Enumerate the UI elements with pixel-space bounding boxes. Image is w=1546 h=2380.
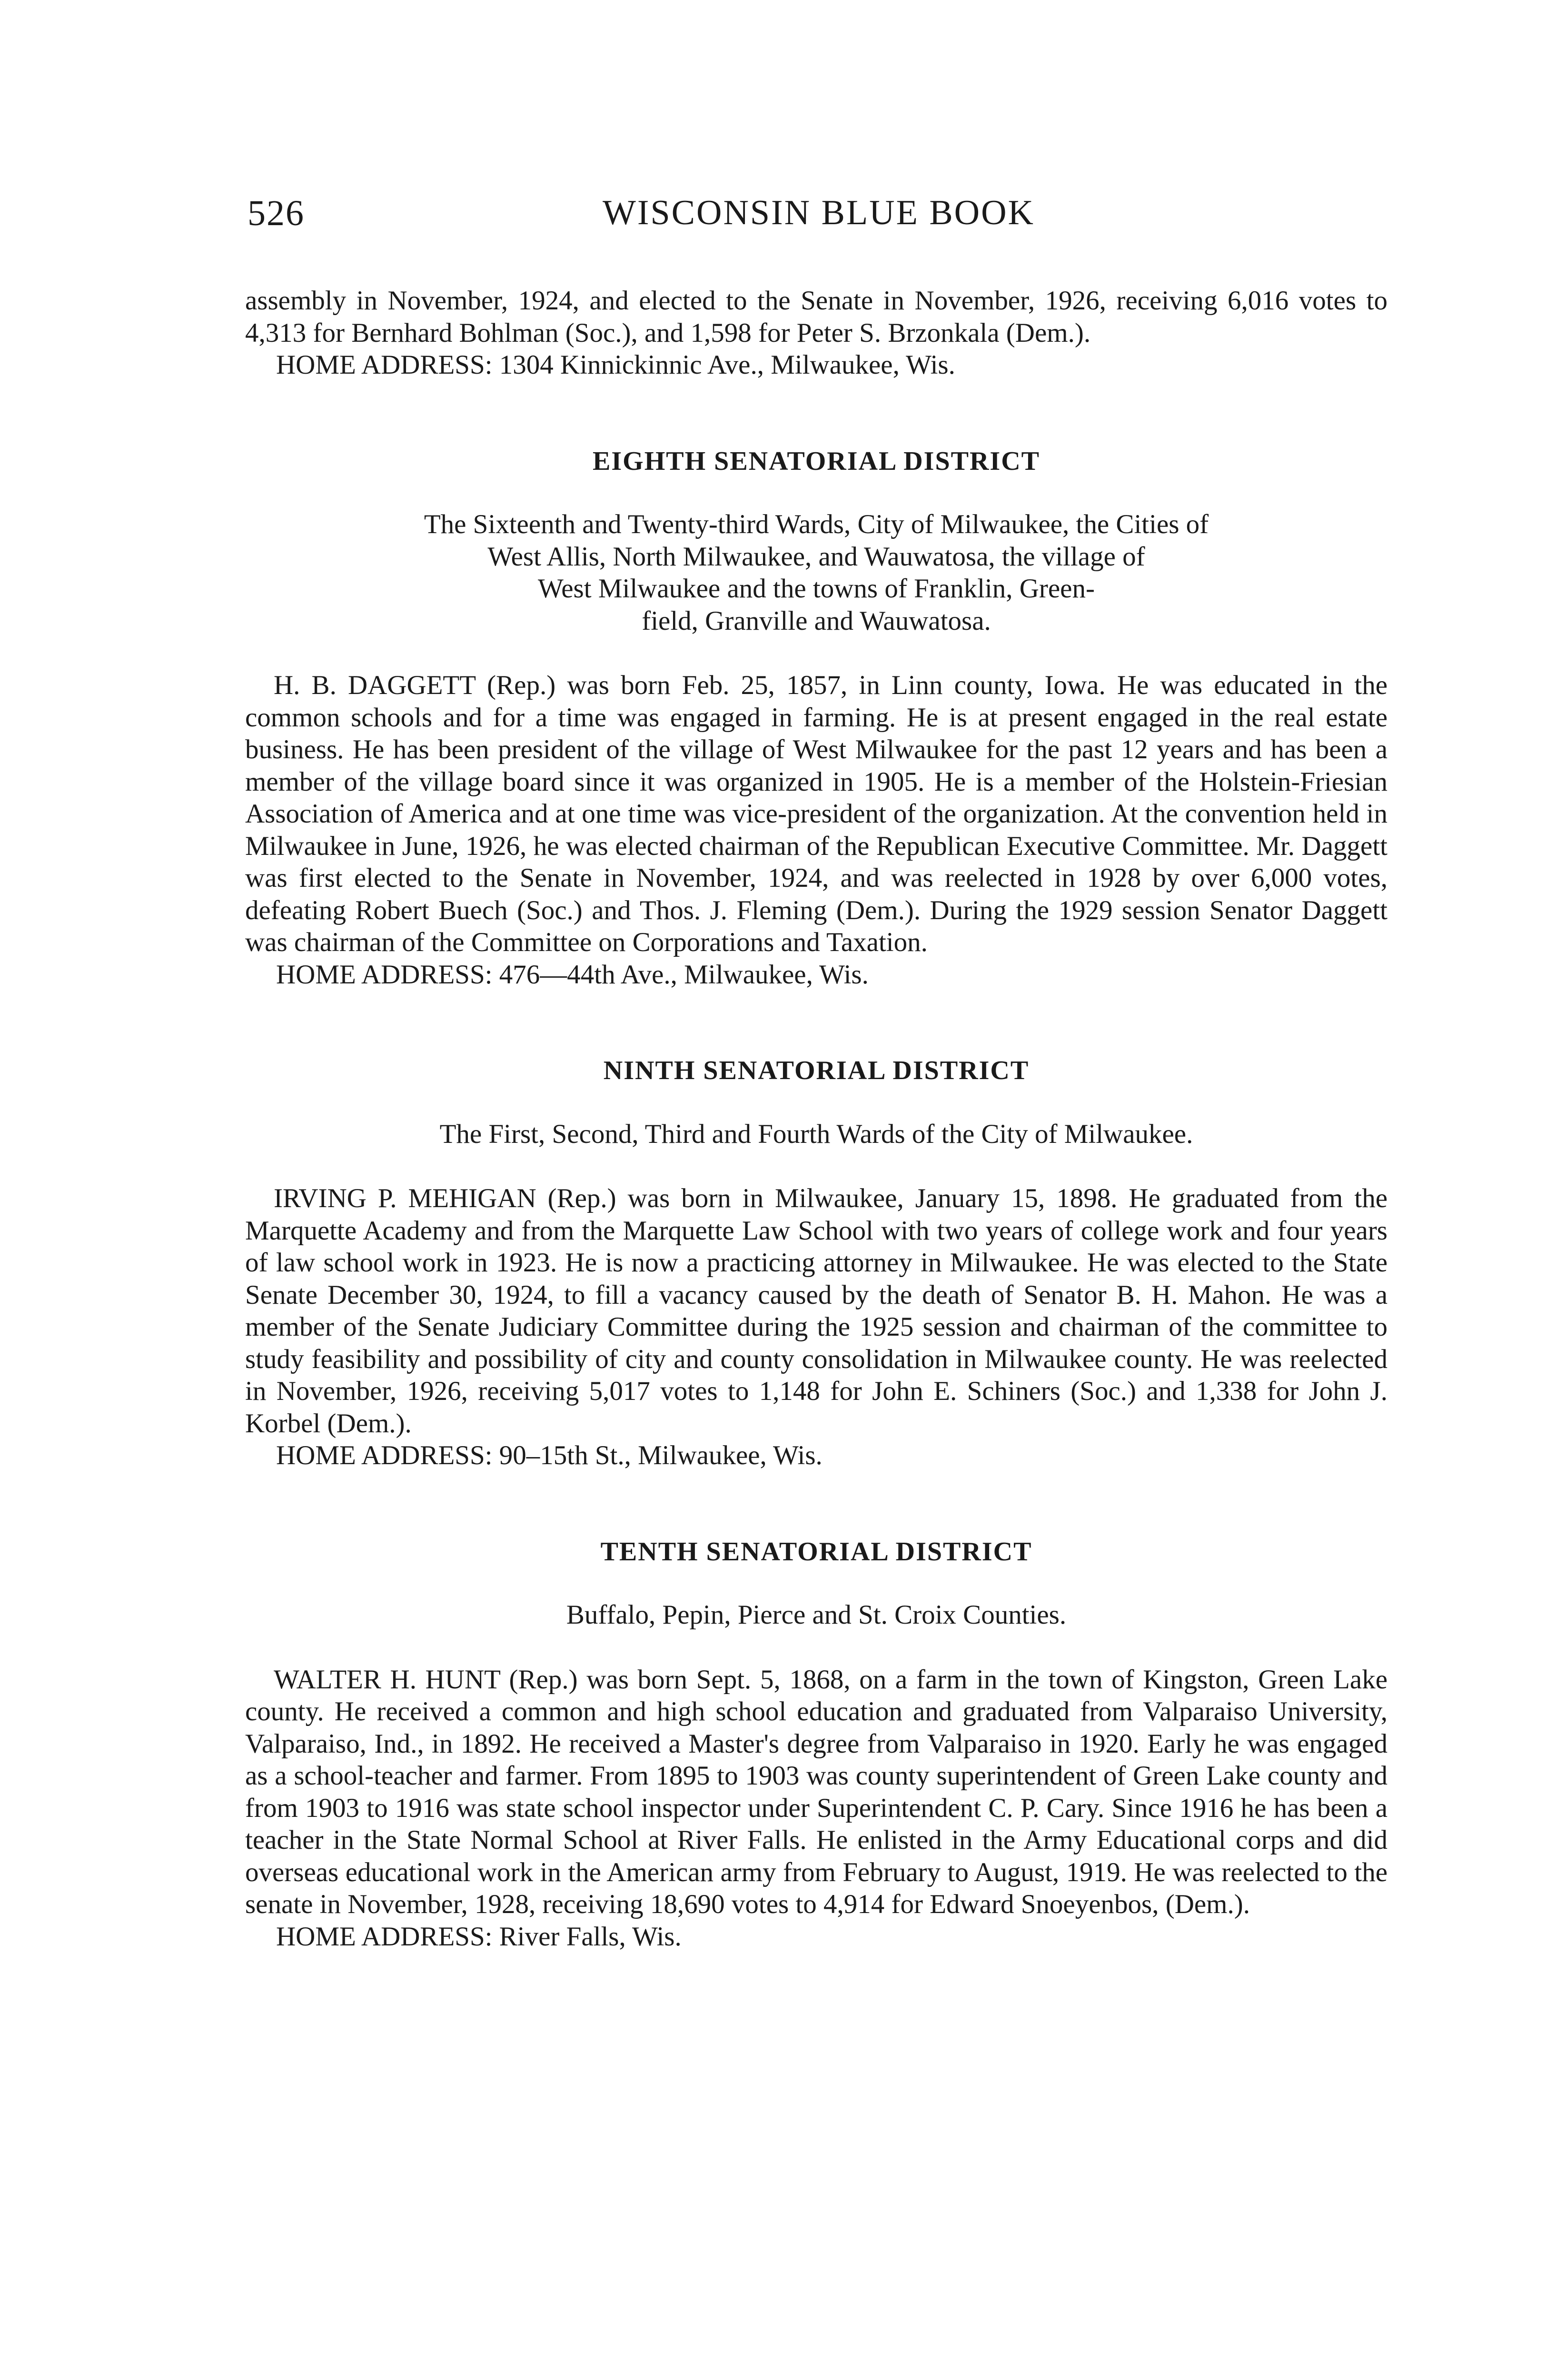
territory-line: Buffalo, Pepin, Pierce and St. Croix Counties. bbox=[566, 1600, 1067, 1630]
district-territory bbox=[245, 508, 1387, 637]
territory-line: The First, Second, Third and Fourth Wards of the City of Milwaukee. bbox=[439, 1119, 1193, 1149]
district-heading: EIGHTH SENATORIAL DISTRICT bbox=[593, 446, 1040, 476]
home-address: HOME ADDRESS: 90–15th St., Milwaukee, Wis. bbox=[276, 1440, 823, 1470]
territory-line: West Allis, North Milwaukee, and Wauwatosa, the village of bbox=[487, 541, 1145, 572]
district-heading: NINTH SENATORIAL DISTRICT bbox=[603, 1056, 1030, 1085]
continued-biography bbox=[245, 285, 1387, 381]
senator-biography: WALTER H. HUNT (Rep.) was born Sept. 5, 1868, on a farm in the town of Kingston, Green Lake county. He received a common and high school education and graduated from Valparaiso University, Valparaiso, Ind., in 1892. He received a Master's degree from Valparaiso in 1920. Early he was engaged as a school-teacher and farmer. From 1895 to 1903 was county superintendent of Green Lake county and from 1903 to 1916 was state school inspector under Superintendent C. P. Cary. Since 1916 he has been a teacher in the State Normal School at River Falls. He enlisted in the Army Educational corps and did overseas educational work in the American army from February to August, 1919. He was reelected to the senate in November, 1928, receiving 18,690 votes to 4,914 for Edward Snoeyenbos, (Dem.). bbox=[245, 1664, 1387, 1919]
continued-biography-text: assembly in November, 1924, and elected to the Senate in November, 1926, receiving 6,016 votes to 4,313 for Bernhard Bohlman (Soc.), and 1,598 for Peter S. Brzonkala (Dem.). bbox=[245, 286, 1387, 348]
district-heading: TENTH SENATORIAL DISTRICT bbox=[600, 1537, 1032, 1567]
home-address: HOME ADDRESS: 1304 Kinnickinnic Ave., Milwaukee, Wis. bbox=[276, 350, 955, 380]
district-section-eighth bbox=[245, 446, 1387, 991]
territory-line: West Milwaukee and the towns of Franklin, Green- bbox=[538, 574, 1095, 604]
district-section-ninth bbox=[245, 1055, 1387, 1472]
running-title: WISCONSIN BLUE BOOK bbox=[603, 193, 1035, 232]
home-address: HOME ADDRESS: River Falls, Wis. bbox=[276, 1921, 682, 1952]
territory-line: field, Granville and Wauwatosa. bbox=[642, 605, 991, 636]
home-address: HOME ADDRESS: 476—44th Ave., Milwaukee, Wis. bbox=[276, 959, 869, 990]
territory-line: The Sixteenth and Twenty-third Wards, City of Milwaukee, the Cities of bbox=[424, 509, 1209, 539]
district-section-tenth bbox=[245, 1536, 1387, 1953]
text-column bbox=[245, 285, 1387, 1953]
page-header bbox=[248, 193, 1390, 245]
senator-biography: IRVING P. MEHIGAN (Rep.) was born in Milwaukee, January 15, 1898. He graduated from the Marquette Academy and from the Marquette Law School with two years of college work and four years of law school work in 1923. He is now a practicing attorney in Milwaukee. He was elected to the State Senate December 30, 1924, to fill a vacancy caused by the death of Senator B. H. Mahon. He was a member of the Senate Judiciary Committee during the 1925 session and chairman of the committee to study feasibility and possibility of city and county consolidation in Milwaukee county. He was reelected in November, 1926, receiving 5,017 votes to 1,148 for John E. Schiners (Soc.) and 1,338 for John J. Korbel (Dem.). bbox=[245, 1183, 1387, 1438]
page-number: 526 bbox=[248, 193, 305, 233]
senator-biography: H. B. DAGGETT (Rep.) was born Feb. 25, 1857, in Linn county, Iowa. He was educated in the common schools and for a time was engaged in farming. He is at present engaged in the real estate business. He has been president of the village of West Milwaukee for the past 12 years and has been a member of the village board since it was organized in 1905. He is a member of the Holstein-Friesian Association of America and at one time was vice-president of the organization. At the convention held in Milwaukee in June, 1926, he was elected chairman of the Republican Executive Committee. Mr. Daggett was first elected to the Senate in November, 1924, and was reelected in 1928 by over 6,000 votes, defeating Robert Buech (Soc.) and Thos. J. Fleming (Dem.). During the 1929 session Senator Daggett was chairman of the Committee on Corporations and Taxation. bbox=[245, 670, 1387, 957]
